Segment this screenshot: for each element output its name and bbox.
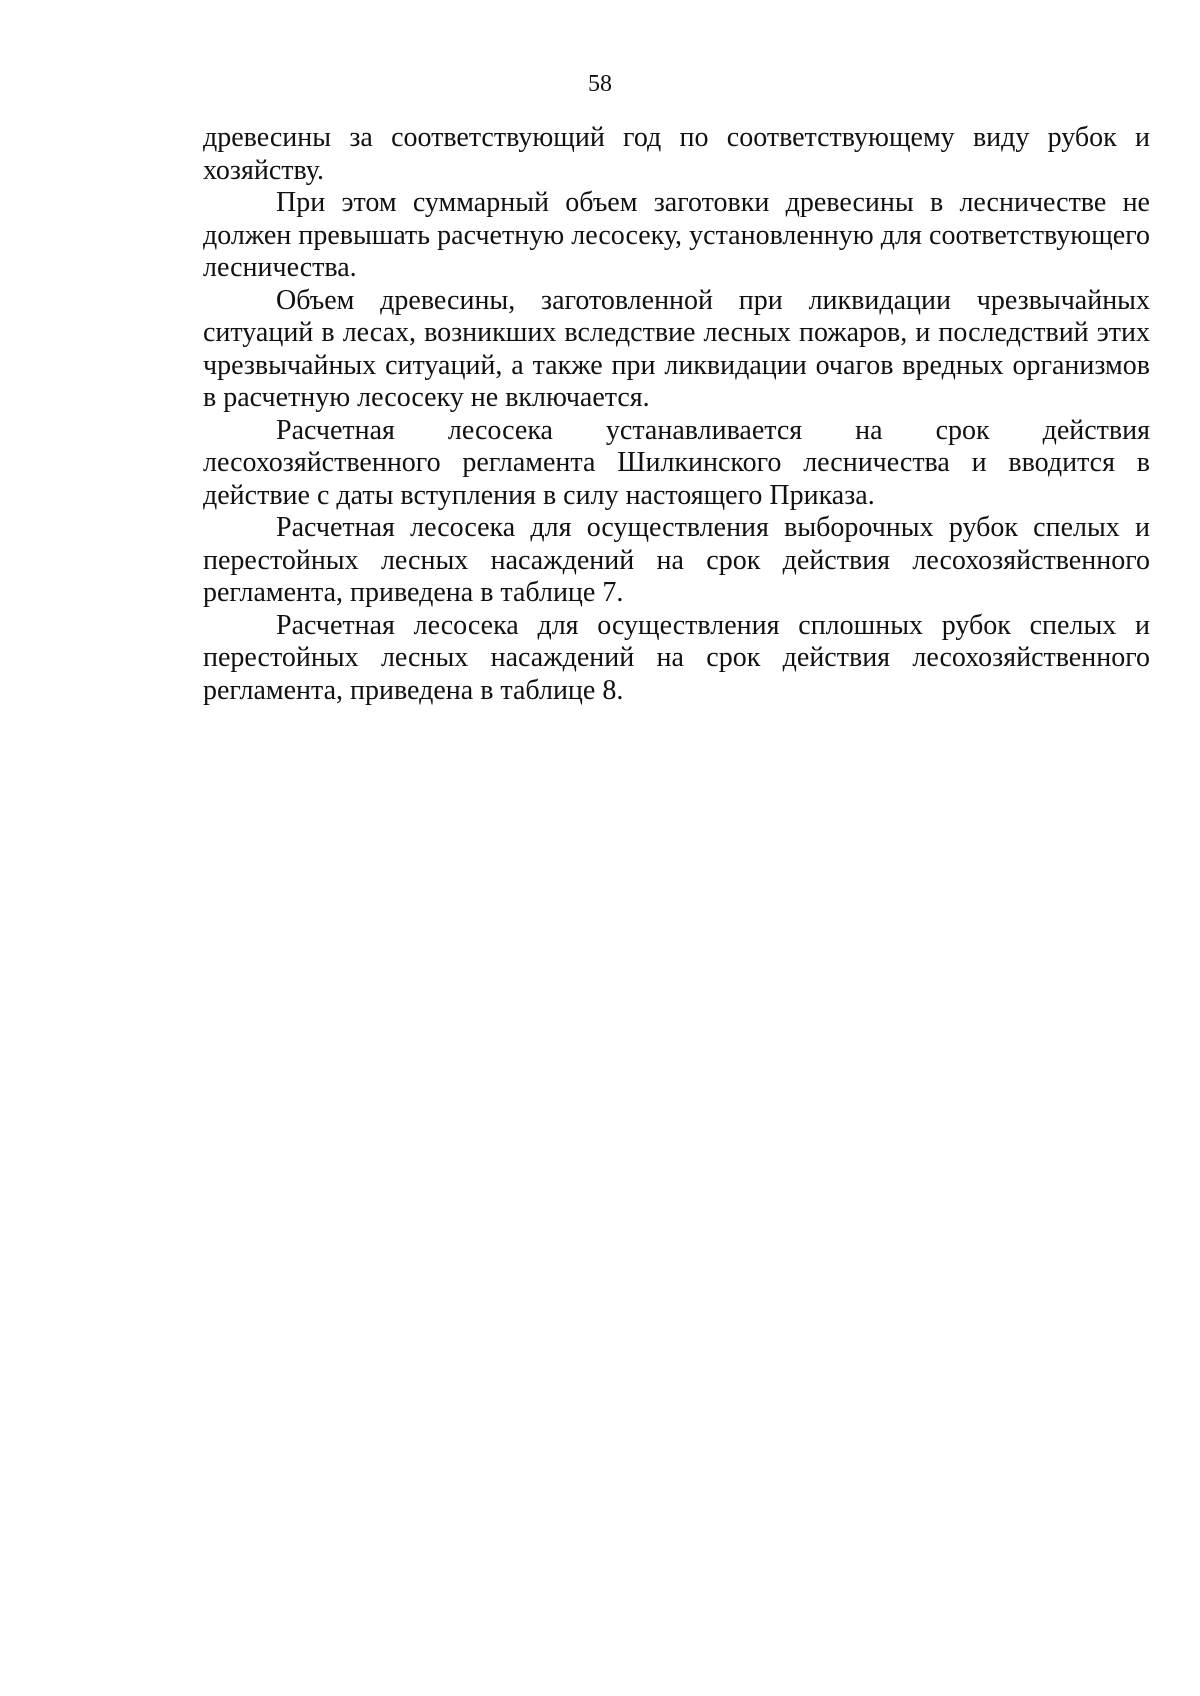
paragraph-allowable-cut-term: Расчетная лесосека устанавливается на срок действия лесохозяйственного регламента Шилкинского лесничества и вводится в действие с даты вступления в силу настоящего Приказа. (203, 414, 1150, 511)
paragraph-selective-cutting-table: Расчетная лесосека для осуществления выборочных рубок спелых и перестойных лесных насаждений на срок действия лесохозяйственного регламента, приведена в таблице 7. (203, 512, 1150, 608)
page-number: 58 (588, 71, 612, 97)
paragraph-emergency-volume: Объем древесины, заготовленной при ликвидации чрезвычайных ситуаций в лесах, возникших вследствие лесных пожаров, и последствий этих чрезвычайных ситуаций, а также при ликвидации очагов вредных организмов в расчетную лесосеку не включается. (203, 284, 1150, 413)
document-body (203, 122, 1150, 707)
paragraph-clear-cutting-table: Расчетная лесосека для осуществления сплошных рубок спелых и перестойных лесных насаждений на срок действия лесохозяйственного регламента, приведена в таблице 8. (203, 609, 1150, 706)
paragraph-total-volume-limit: При этом суммарный объем заготовки древесины в лесничестве не должен превышать расчетную лесосеку, установленную для соответствующего лесничества. (203, 187, 1150, 283)
paragraph-continuation: древесины за соответствующий год по соответствующему виду рубок и хозяйству. (203, 122, 1150, 186)
